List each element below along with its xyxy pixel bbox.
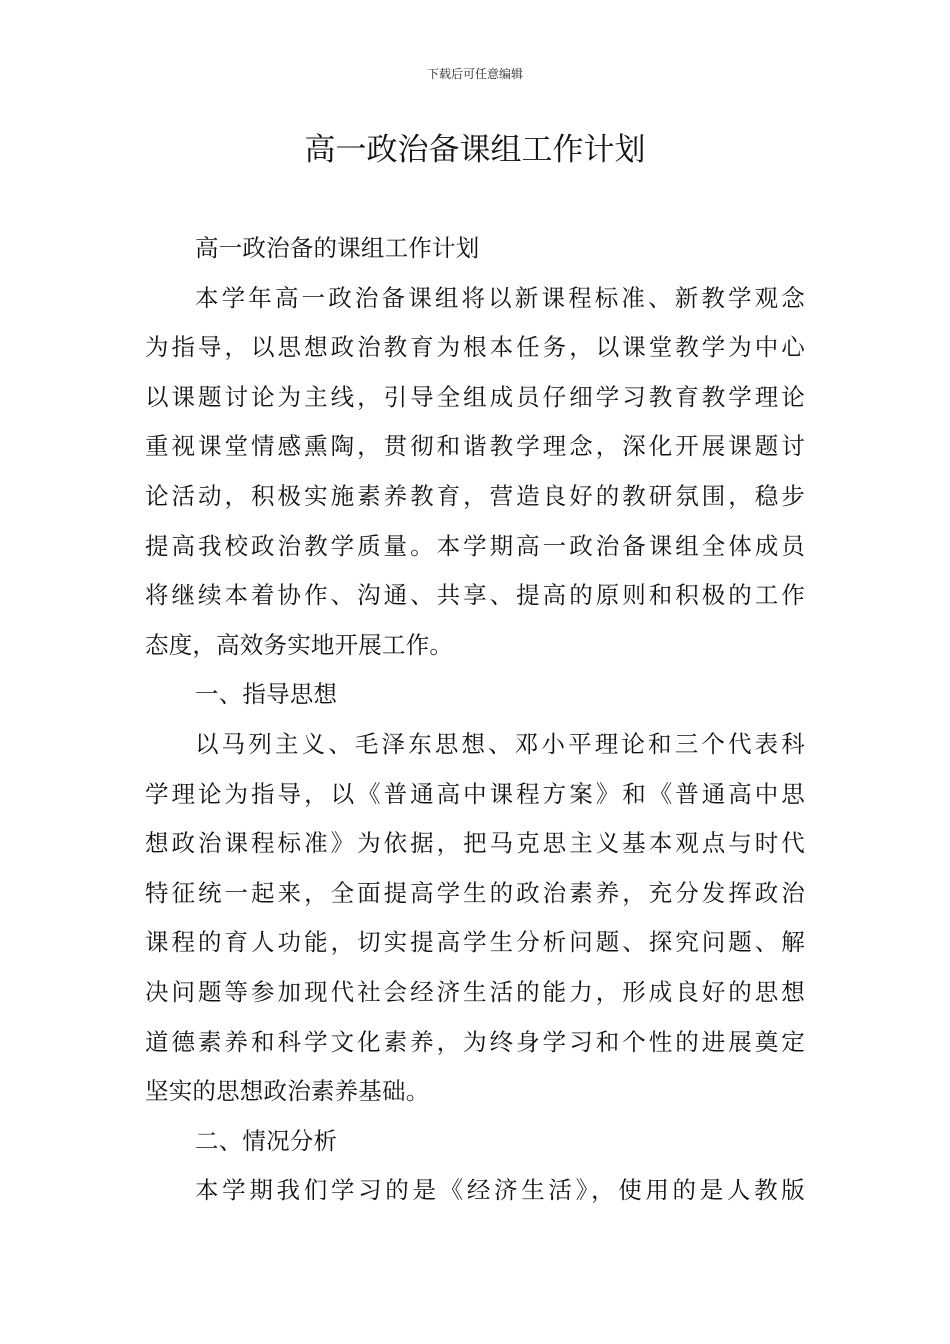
text-line: 本学期我们学习的是《经济生活》，使用的是人教版 — [195, 1176, 805, 1205]
text-line: 道德素养和科学文化素养，为终身学习和个性的进展奠定 — [145, 1027, 805, 1056]
document-body — [145, 224, 805, 1216]
text-line: 将继续本着协作、沟通、共享、提高的原则和积极的工作 — [145, 581, 805, 610]
text-line: 二、情况分析 — [195, 1126, 338, 1155]
document-title: 高一政治备课组工作计划 — [304, 132, 646, 168]
text-line: 态度，高效务实地开展工作。 — [145, 630, 454, 659]
text-line: 特征统一起来，全面提高学生的政治素养，充分发挥政治 — [145, 878, 805, 907]
text-line: 本学年高一政治备课组将以新课程标准、新教学观念 — [195, 283, 805, 312]
text-line: 重视课堂情感熏陶，贯彻和谐教学理念，深化开展课题讨 — [145, 432, 805, 461]
text-line: 高一政治备的课组工作计划 — [195, 234, 480, 262]
text-line: 以课题讨论为主线，引导全组成员仔细学习教育教学理论 — [145, 382, 805, 411]
text-line: 课程的育人功能，切实提高学生分析问题、探究问题、解 — [145, 928, 805, 957]
text-line: 提高我校政治教学质量。本学期高一政治备课组全体成员 — [145, 531, 805, 560]
text-line: 论活动，积极实施素养教育，营造良好的教研氛围，稳步 — [145, 481, 805, 510]
text-line: 一、指导思想 — [195, 680, 338, 709]
text-line: 想政治课程标准》为依据，把马克思主义基本观点与时代 — [145, 829, 805, 858]
text-line: 学理论为指导，以《普通高中课程方案》和《普通高中思 — [145, 779, 805, 808]
text-line: 决问题等参加现代社会经济生活的能力，形成良好的思想 — [145, 977, 805, 1006]
text-line: 为指导，以思想政治教育为根本任务，以课堂教学为中心 — [145, 333, 805, 362]
header-note: 下载后可任意编辑 — [426, 67, 523, 81]
text-line: 以马列主义、毛泽东思想、邓小平理论和三个代表科 — [195, 729, 805, 758]
text-line: 坚实的思想政治素养基础。 — [145, 1077, 430, 1106]
